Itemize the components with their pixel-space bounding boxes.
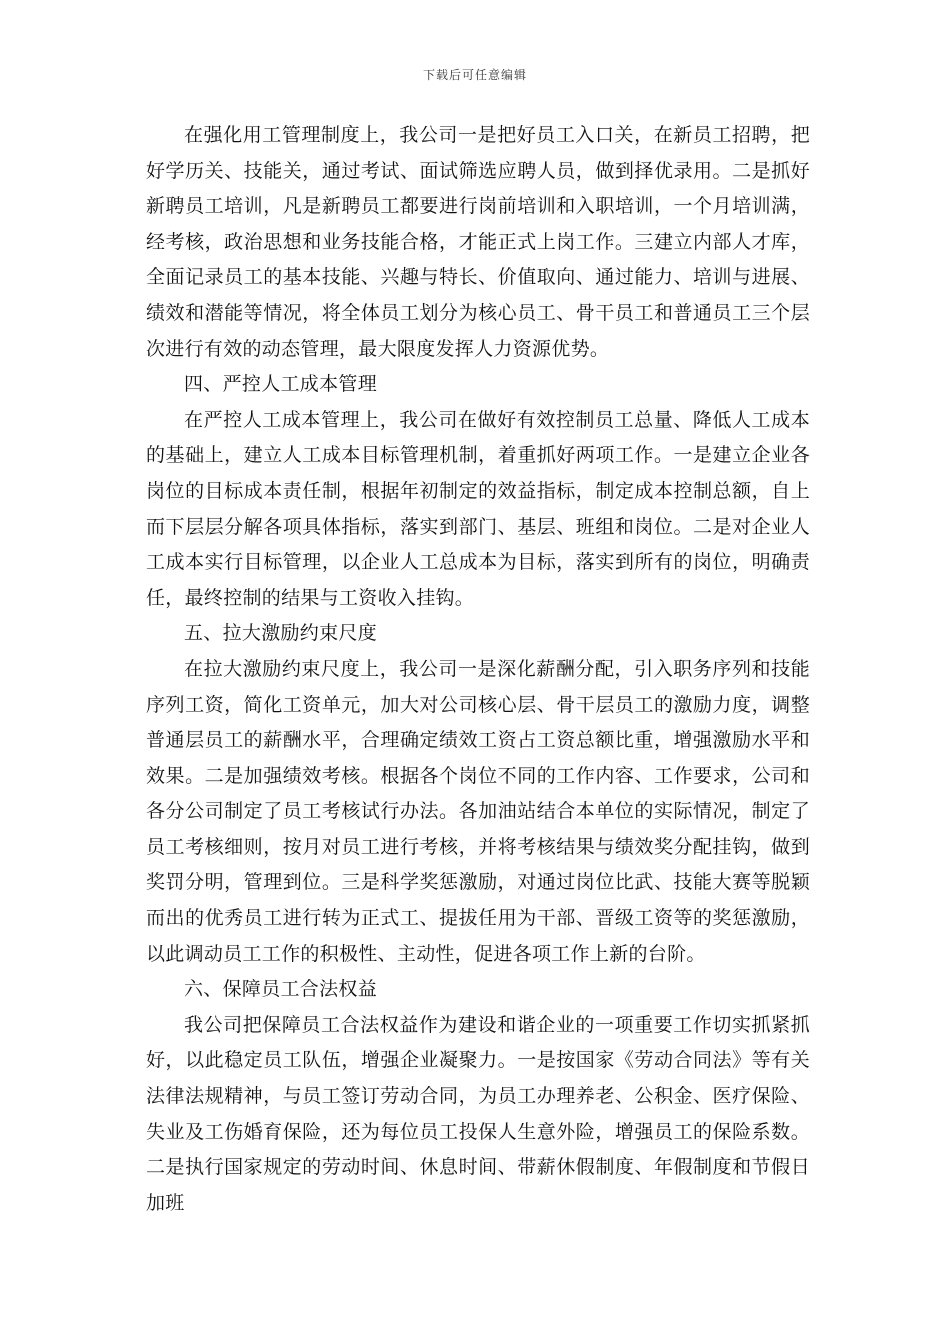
section-heading-5: 五、拉大激励约束尺度 (184, 622, 378, 645)
paragraph-employee-rights: 我公司把保障员工合法权益作为建设和谐企业的一项重要工作切实抓紧抓好，以此稳定员工队伍，增强企业凝聚力。一是按国家《劳动合同法》等有关法律法规精神，与员工签订劳动合同，为员工办理养老、公积金、医疗保险、失业及工伤婚育保险，还为每位员工投保人生意外险，增强员工的保险系数。二是执行国家规定的劳动时间、休息时间、带薪休假制度、年假制度和节假日加班 (146, 1013, 810, 1214)
page-header-note: 下载后可任意编辑 (422, 68, 527, 82)
paragraph-employment-management: 在强化用工管理制度上，我公司一是把好员工入口关，在新员工招聘，把好学历关、技能关，通过考试、面试筛选应聘人员，做到择优录用。二是抓好新聘员工培训，凡是新聘员工都要进行岗前培训和入职培训，一个月培训满，经考核，政治思想和业务技能合格，才能正式上岗工作。三建立内部人才库，全面记录员工的基本技能、兴趣与特长、价值取向、通过能力、培训与进展、绩效和潜能等情况，将全体员工划分为核心员工、骨干员工和普通员工三个层次进行有效的动态管理，最大限度发挥人力资源优势。 (146, 124, 810, 360)
section-heading-6: 六、保障员工合法权益 (184, 978, 378, 1001)
document-body (146, 118, 810, 1221)
paragraph-labor-cost: 在严控人工成本管理上，我公司在做好有效控制员工总量、降低人工成本的基础上，建立人工成本目标管理机制，着重抓好两项工作。一是建立企业各岗位的目标成本责任制，根据年初制定的效益指标，制定成本控制总额，自上而下层层分解各项具体指标，落实到部门、基层、班组和岗位。二是对企业人工成本实行目标管理，以企业人工总成本为目标，落实到所有的岗位，明确责任，最终控制的结果与工资收入挂钩。 (146, 408, 810, 609)
paragraph-incentives: 在拉大激励约束尺度上，我公司一是深化薪酬分配，引入职务序列和技能序列工资，简化工资单元，加大对公司核心层、骨干层员工的激励力度，调整普通层员工的薪酬水平，合理确定绩效工资占工资总额比重，增强激励水平和效果。二是加强绩效考核。根据各个岗位不同的工作内容、工作要求，公司和各分公司制定了员工考核试行办法。各加油站结合本单位的实际情况，制定了员工考核细则，按月对员工进行考核，并将考核结果与绩效奖分配挂钩，做到奖罚分明，管理到位。三是科学奖惩激励，对通过岗位比武、技能大赛等脱颖而出的优秀员工进行转为正式工、提拔任用为干部、晋级工资等的奖惩激励，以此调动员工工作的积极性、主动性，促进各项工作上新的台阶。 (146, 657, 810, 965)
section-heading-4: 四、严控人工成本管理 (184, 373, 378, 396)
